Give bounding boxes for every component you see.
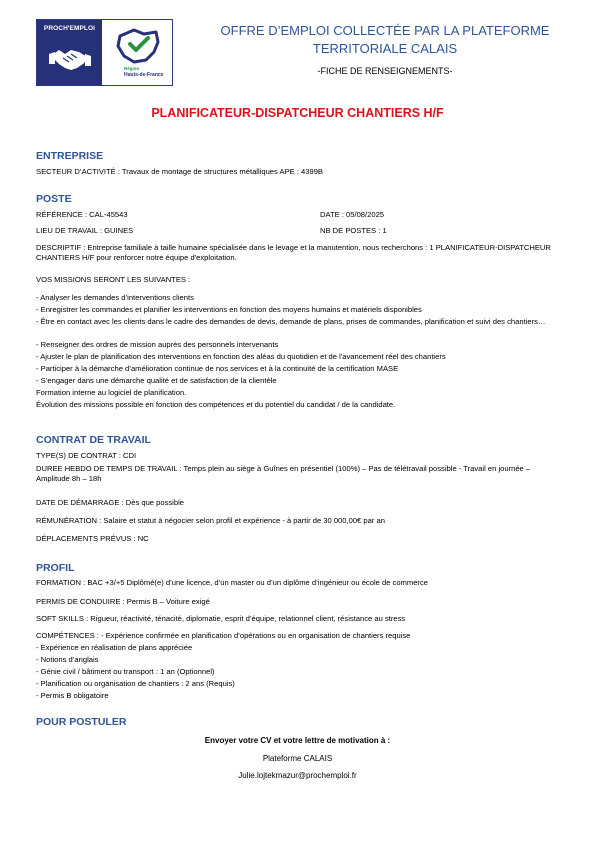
descriptif: DESCRIPTIF : Entreprise familiale à taille humaine spécialisée dans le levage et la manutention, nous recherchons : 1 PLANIFICATEUR-DISPATCHEUR CHANTIERS H/F pour renforcer notre équipe d'exploitation.	[36, 243, 551, 262]
handshake-icon	[49, 42, 91, 76]
mission-item: - Participer à la démarche d’amélioration continue de nos services et à la continuité de la certification MASE	[36, 364, 399, 373]
competence-item: COMPÉTENCES : - Expérience confirmée en planification d’opérations ou en organisation de chantiers requise	[36, 631, 411, 640]
remuneration: RÉMUNÉRATION : Salaire et statut à négocier selon profil et expérience - à partir de 30 000,00€ par an	[36, 516, 385, 525]
mission-item: - S’engager dans une démarche qualité et de satisfaction de la clientèle	[36, 376, 277, 385]
mission-item: - Ajuster le plan de planification des interventions en fonction des aléas du quotidien et de l'avancement réel des chantiers	[36, 352, 446, 361]
date-demarrage: DATE DE DÉMARRAGE : Dès que possible	[36, 498, 184, 507]
reference: RÉFÉRENCE : CAL-45543	[36, 210, 128, 219]
mission-item: - Enregistrer les commandes et planifier les interventions en fonction des moyens humains et matériels disponibles	[36, 305, 422, 314]
header-title-line2: TERRITORIALE CALAIS	[312, 41, 458, 56]
mission-item: - Être en contact avec les clients dans le cadre des demandes de devis, demande de plans, prises de commandes, planification et suivi des chantiers…	[36, 317, 546, 326]
section-profil-heading: PROFIL	[36, 562, 75, 574]
mission-item: - Analyser les demandes d’interventions clients	[36, 293, 194, 302]
competence-item: - Planification ou organisation de chantiers : 2 ans (Requis)	[36, 679, 235, 688]
competence-item: - Génie civil / bâtiment ou transport : 1 an (Optionnel)	[36, 667, 215, 676]
formation: FORMATION : BAC +3/+5 Diplômé(e) d’une licence, d’un master ou d’un diplôme d’ingénieur ou école de commerce	[36, 578, 428, 587]
postuler-platform: Plateforme CALAIS	[262, 754, 333, 763]
section-entreprise-heading: ENTREPRISE	[36, 150, 104, 162]
section-postuler-heading: POUR POSTULER	[36, 716, 127, 728]
mission-item: Formation interne au logiciel de planification.	[36, 388, 187, 397]
competence-item: - Notions d’anglais	[36, 655, 99, 664]
header-subtitle: -FICHE DE RENSEIGNEMENTS-	[317, 66, 453, 76]
hauts-de-france-map-icon	[110, 26, 166, 66]
soft-skills: SOFT SKILLS : Rigueur, réactivité, ténacité, diplomatie, esprit d’équipe, relationnel client, résistance au stress	[36, 614, 406, 623]
prochemploi-logo	[36, 19, 173, 86]
logo-brand-panel	[37, 20, 102, 85]
deplacements: DÉPLACEMENTS PRÉVUS : NC	[36, 534, 149, 543]
missions-heading: VOS MISSIONS SERONT LES SUIVANTES :	[36, 275, 191, 284]
logo-brand-text: PROCH'EMPLOI	[43, 25, 96, 32]
permis-conduire: PERMIS DE CONDUIRE : Permis B – Voiture exigé	[36, 597, 210, 606]
competence-item: - Expérience en réalisation de plans appréciée	[36, 643, 193, 652]
nb-postes: NB DE POSTES : 1	[320, 226, 387, 235]
duree-hebdo: DUREE HEBDO DE TEMPS DE TRAVAIL : Temps plein au siège à Guînes en présentiel (100%) – Pas de télétravail possible - Travail en journée – Amplitude 8h – 18h	[36, 464, 531, 483]
postuler-email-link[interactable]: Julie.lojtekmazur@prochemploi.fr	[238, 771, 357, 780]
competence-item: - Permis B obligatoire	[36, 691, 109, 700]
job-title: PLANIFICATEUR-DISPATCHEUR CHANTIERS H/F	[151, 106, 444, 120]
section-contrat-heading: CONTRAT DE TRAVAIL	[36, 434, 151, 446]
logo-region-name: Hauts-de-France	[124, 72, 164, 78]
header-title-line1: OFFRE D’EMPLOI COLLECTÉE PAR LA PLATEFORME	[220, 23, 550, 38]
section-poste-heading: POSTE	[36, 193, 72, 205]
mission-item: Évolution des missions possible en fonction des compétences et du potentiel du candidat / de la candidate.	[36, 400, 396, 409]
logo-region-label: Région	[124, 66, 140, 71]
logo-region-panel	[102, 20, 172, 85]
mission-item: - Renseigner des ordres de mission auprès des personnels intervenants	[36, 340, 279, 349]
secteur-activite: SECTEUR D’ACTIVITÉ : Travaux de montage de structures métalliques APE : 4399B	[36, 167, 323, 176]
type-contrat: TYPE(S) DE CONTRAT : CDI	[36, 451, 137, 460]
postuler-instructions: Envoyer votre CV et votre lettre de motivation à :	[204, 736, 391, 745]
lieu-de-travail: LIEU DE TRAVAIL : GUINES	[36, 226, 134, 235]
date: DATE : 05/08/2025	[320, 210, 385, 219]
